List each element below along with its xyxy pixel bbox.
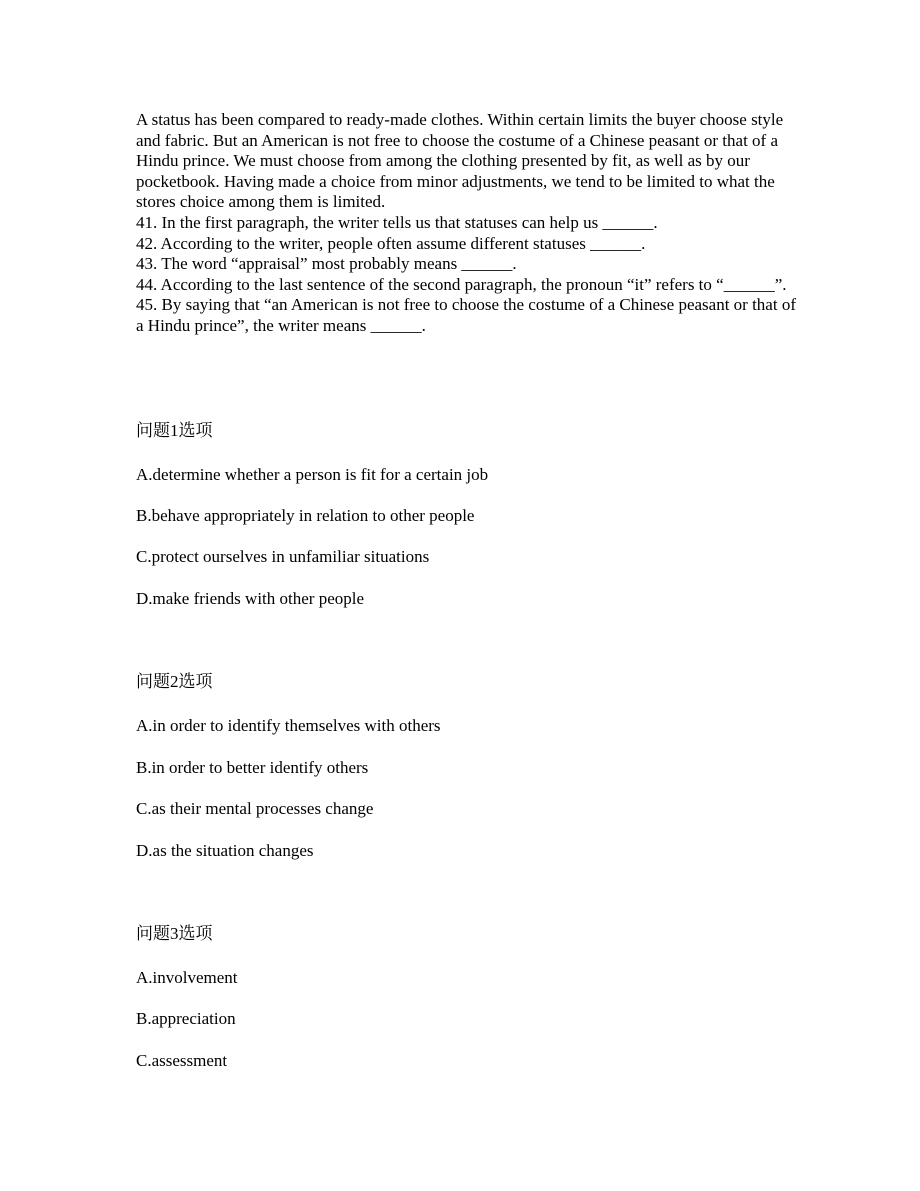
- reading-passage: [136, 110, 796, 337]
- question-44: 44. According to the last sentence of the second paragraph, the pronoun “it” refers to “______”.: [136, 274, 787, 294]
- question-41: 41. In the first paragraph, the writer tells us that statuses can help us ______.: [136, 212, 658, 232]
- question-42: 42. According to the writer, people often assume different statuses ______.: [136, 233, 646, 253]
- question-2-option-d: D.as the situation changes: [136, 841, 314, 860]
- question-1-option-a: A.determine whether a person is fit for a certain job: [136, 465, 489, 484]
- question-1-option-c: C.protect ourselves in unfamiliar situations: [136, 547, 430, 566]
- passage-paragraph: A status has been compared to ready-made clothes. Within certain limits the buyer choose style and fabric. But an American is not free to choose the costume of a Chinese peasant or that of a Hindu prince. We must choose from among the clothing presented by fit, as well as by our pocketbook. Having made a choice from minor adjustments, we tend to be limited to what the stores choice among them is limited.: [136, 110, 784, 212]
- question-2-options-title: 问题2选项: [136, 672, 213, 691]
- question-2-option-b: B.in order to better identify others: [136, 758, 369, 777]
- question-1-options-title: 问题1选项: [136, 421, 213, 440]
- question-3-option-c: C.assessment: [136, 1051, 228, 1070]
- question-45: 45. By saying that “an American is not free to choose the costume of a Chinese peasant or that of a Hindu prince”, the writer means ______.: [136, 295, 796, 335]
- question-2-option-c: C.as their mental processes change: [136, 799, 374, 818]
- document-page: [136, 110, 796, 1070]
- question-3-option-b: B.appreciation: [136, 1009, 236, 1028]
- question-1-option-b: B.behave appropriately in relation to other people: [136, 506, 475, 525]
- question-43: 43. The word “appraisal” most probably means ______.: [136, 254, 517, 274]
- question-3-option-a: A.involvement: [136, 968, 238, 987]
- question-1-option-d: D.make friends with other people: [136, 589, 365, 608]
- question-2-option-a: A.in order to identify themselves with others: [136, 716, 441, 735]
- question-3-options-title: 问题3选项: [136, 924, 213, 943]
